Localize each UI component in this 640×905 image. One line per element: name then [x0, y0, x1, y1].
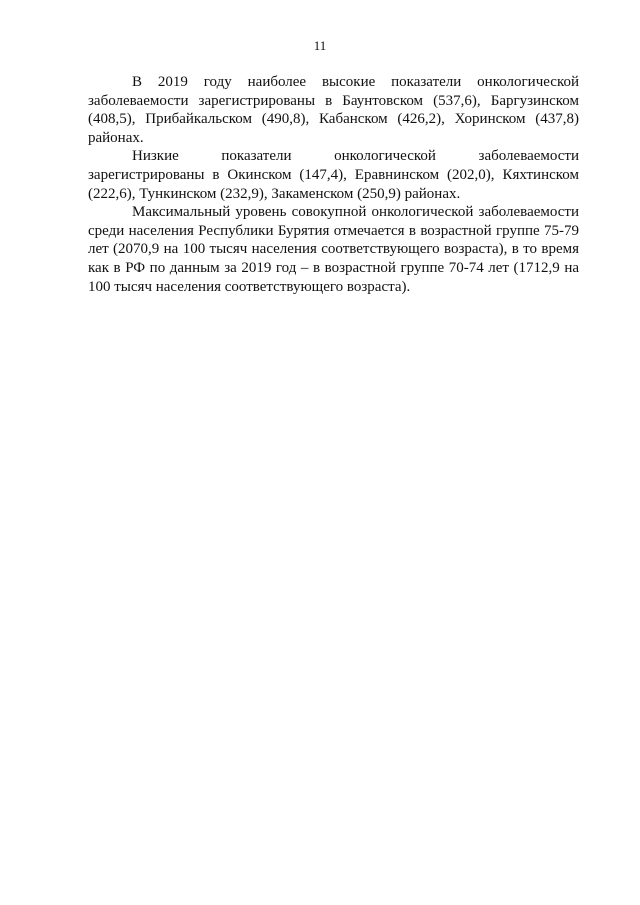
page-number: 11 [313, 38, 327, 53]
paragraph-low-incidence-districts: Низкие показатели онкологической заболеваемости зарегистрированы в Окинском (147,4), Еравнинском (202,0), Кяхтинском (222,6), Тункинском (232,9), Закаменском (250,9) районах. [88, 148, 579, 202]
paragraph-max-incidence-age-group: Максимальный уровень совокупной онкологической заболеваемости среди населения Республики Бурятия отмечается в возрастной группе 75-79 лет (2070,9 на 100 тысяч населения соответствующего возраста), в то время как в РФ по данным за 2019 год – в возрастной группе 70-74 лет (1712,9 на 100 тысяч населения соответствующего возраста). [88, 204, 579, 295]
document-body [88, 73, 579, 296]
paragraph-high-incidence-districts: В 2019 году наиболее высокие показатели онкологической заболеваемости зарегистрированы в Баунтовском (537,6), Баргузинском (408,5), Прибайкальском (490,8), Кабанском (426,2), Хоринском (437,8) районах. [88, 74, 579, 146]
